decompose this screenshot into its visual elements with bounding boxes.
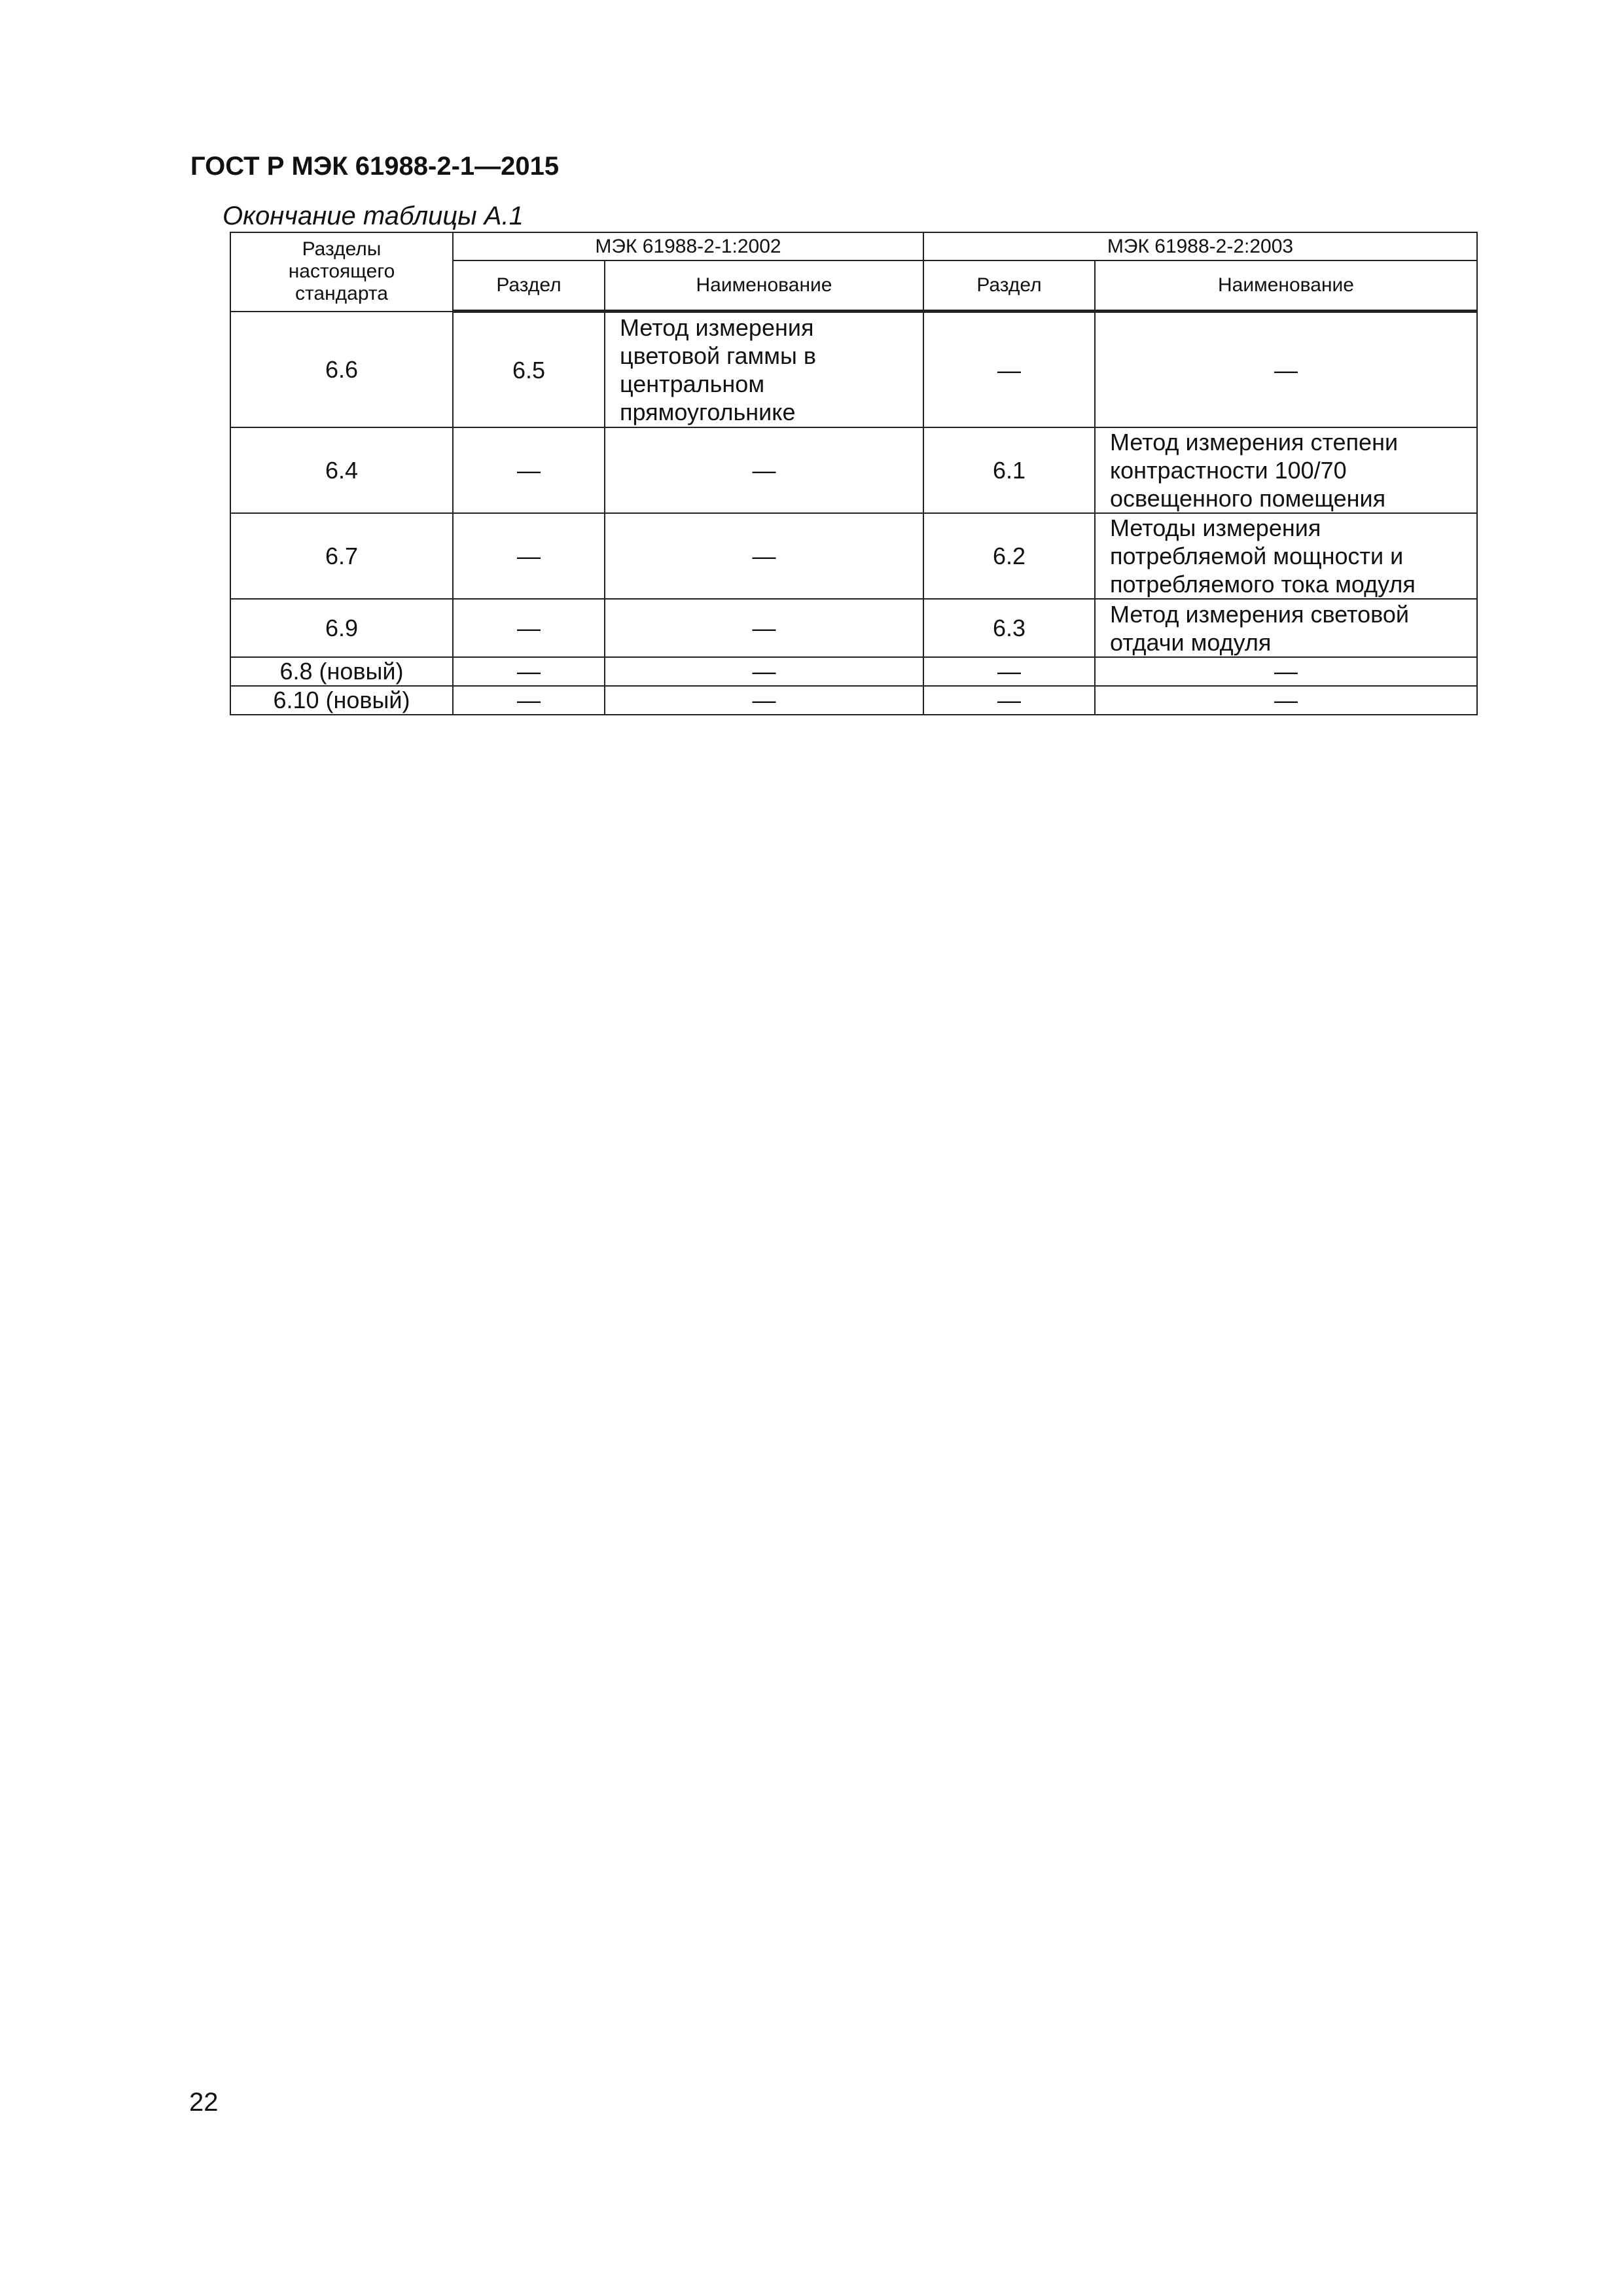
cell-g1-section: 6.5 — [453, 312, 605, 428]
table-row — [230, 599, 1477, 657]
cell-g2-name: Метод измерения световой отдачи модуля — [1095, 599, 1477, 657]
cell-g1-name: — — [605, 513, 923, 599]
cell-g2-name: Метод измерения степени контрастности 100/70 освещенного помещения — [1095, 427, 1477, 513]
table-row — [230, 427, 1477, 513]
cell-g2-name: — — [1095, 657, 1477, 686]
cell-section: 6.6 — [230, 312, 453, 428]
cell-g1-section: — — [453, 686, 605, 715]
page-number: 22 — [189, 2088, 219, 2117]
table-caption: Окончание таблицы А.1 — [223, 202, 524, 230]
table-container — [230, 232, 1476, 715]
cell-g1-name: — — [605, 427, 923, 513]
cell-g2-section: — — [923, 657, 1095, 686]
cell-g1-section: — — [453, 427, 605, 513]
cell-section: 6.10 (новый) — [230, 686, 453, 715]
cell-section: 6.9 — [230, 599, 453, 657]
cell-g1-section: — — [453, 599, 605, 657]
header-sections-label: Разделы настоящего стандарта — [288, 238, 395, 305]
table-row — [230, 513, 1477, 599]
cell-g2-name: — — [1095, 686, 1477, 715]
header-g1-name: Наименование — [605, 260, 923, 312]
cell-section: 6.8 (новый) — [230, 657, 453, 686]
header-g2-name: Наименование — [1095, 260, 1477, 312]
cell-g1-name: Метод измерения цветовой гаммы в центральном прямоугольнике — [605, 312, 923, 428]
header-g2-section: Раздел — [923, 260, 1095, 312]
cell-g2-section: — — [923, 686, 1095, 715]
header-g1-section: Раздел — [453, 260, 605, 312]
cell-g1-name: — — [605, 686, 923, 715]
cell-g2-section: — — [923, 312, 1095, 428]
cell-g1-name: — — [605, 657, 923, 686]
header-sections-cell — [230, 232, 453, 312]
cell-section: 6.4 — [230, 427, 453, 513]
cell-g2-name: Методы измерения потребляемой мощности и потребляемого тока модуля — [1095, 513, 1477, 599]
cell-g1-section: — — [453, 657, 605, 686]
correspondence-table — [230, 232, 1478, 715]
document-header: ГОСТ Р МЭК 61988-2-1—2015 — [190, 152, 560, 181]
header-group1: МЭК 61988-2-1:2002 — [453, 232, 923, 260]
cell-g1-section: — — [453, 513, 605, 599]
cell-section: 6.7 — [230, 513, 453, 599]
cell-g2-name: — — [1095, 312, 1477, 428]
table-row — [230, 657, 1477, 686]
table-row — [230, 686, 1477, 715]
header-group2: МЭК 61988-2-2:2003 — [923, 232, 1477, 260]
cell-g1-name: — — [605, 599, 923, 657]
cell-g2-section: 6.3 — [923, 599, 1095, 657]
cell-g2-section: 6.1 — [923, 427, 1095, 513]
table-row — [230, 312, 1477, 428]
cell-g2-section: 6.2 — [923, 513, 1095, 599]
